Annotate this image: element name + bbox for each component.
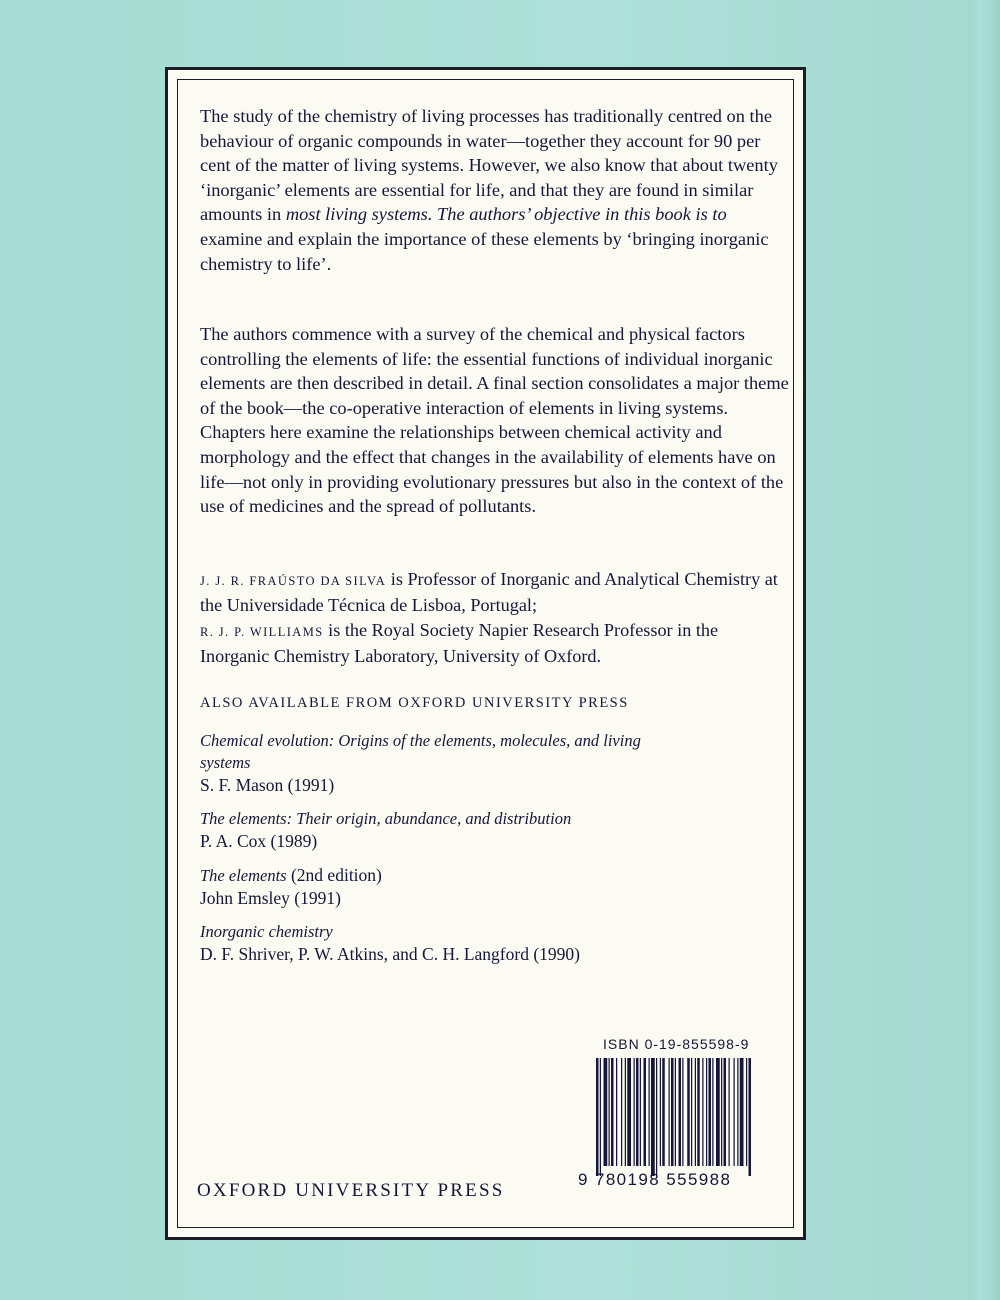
also-available-heading: ALSO AVAILABLE FROM OXFORD UNIVERSITY PRESS <box>200 695 629 711</box>
author-name: R. J. P. WILLIAMS <box>200 624 324 639</box>
barcode-bar <box>724 1058 727 1166</box>
barcode-bar <box>749 1058 752 1176</box>
barcode-bar <box>682 1058 683 1166</box>
isbn-label: ISBN 0-19-855598-9 <box>603 1036 750 1052</box>
blurb-text-1b: examine and explain the importance of these elements by ‘bringing inorganic chemistry to life’. <box>200 228 769 274</box>
book-entry <box>200 730 660 797</box>
book-entry <box>200 808 790 853</box>
book-list <box>200 730 790 966</box>
author-desc: is the Royal Society Napier Research Professor in the Inorganic Chemistry Laboratory, University of Oxford. <box>200 619 719 667</box>
barcode-bar <box>649 1058 650 1166</box>
book-title: The elements: Their origin, abundance, and distribution <box>200 809 572 828</box>
barcode-bar <box>640 1058 641 1166</box>
barcode-bar <box>687 1058 690 1166</box>
barcode-bar <box>616 1058 617 1166</box>
barcode-bar <box>706 1058 707 1166</box>
barcode-bar <box>636 1058 639 1166</box>
author-desc: is Professor of Inorganic and Analytical Chemistry at the Universidade Técnica de Lisboa, Portugal; <box>200 569 778 616</box>
author-bio-1 <box>200 567 790 618</box>
barcode-bar <box>644 1058 647 1166</box>
barcode-bar <box>716 1058 720 1166</box>
barcode-bar <box>627 1058 631 1166</box>
barcode-bar <box>651 1058 655 1176</box>
book-entry <box>200 864 790 910</box>
barcode-bar <box>600 1058 601 1176</box>
publisher-imprint: OXFORD UNIVERSITY PRESS <box>197 1180 505 1201</box>
barcode-bar <box>662 1058 665 1166</box>
barcode-bar <box>712 1058 713 1166</box>
blurb-text-2: The authors commence with a survey of the chemical and physical factors controlling the elements of life: the essential functions of individual inorganic elements are then described in detail. A final section consolidates a major theme of the book—the co-operative interaction of elements in living systems. Chapters here examine the relationships between chemical activity and morphology and the effect that changes in the availability of elements have on life—not only in providing evolutionary pressures but also in the context of the use of medicines and the spread of pollutants. <box>200 324 789 517</box>
barcode-bar <box>611 1058 614 1166</box>
spine-edge <box>968 0 1000 1300</box>
book-title: Inorganic chemistry <box>200 922 333 941</box>
author-name: J. J. R. FRAÚSTO DA SILVA <box>200 574 387 588</box>
book-author: D. F. Shriver, P. W. Atkins, and C. H. Langford (1990) <box>200 944 580 964</box>
barcode-bar <box>691 1058 692 1166</box>
blurb-paragraph-1 <box>200 104 790 276</box>
barcode-bar <box>737 1058 738 1166</box>
book-author: P. A. Cox (1989) <box>200 831 318 851</box>
barcode-bar <box>729 1058 730 1166</box>
barcode-bar <box>697 1058 700 1166</box>
barcode-bar <box>746 1058 747 1166</box>
author-bios <box>200 567 790 669</box>
book-entry <box>200 921 790 966</box>
barcode-bar <box>675 1058 676 1166</box>
barcode-bar <box>656 1058 657 1176</box>
barcode-bar <box>721 1058 722 1166</box>
barcode-bar <box>609 1058 610 1166</box>
barcode-bar <box>734 1058 735 1166</box>
barcode-bar <box>604 1058 608 1166</box>
blurb-text-1a: The study of the chemistry of living processes has traditionally centred on the behaviour of organic compounds in water—together they account for 90 per cent of the matter of living systems. However, we also know that about twenty ‘inorganic’ elements are essential for life, and that they are found in similar amounts in <box>200 106 778 225</box>
ean-number: 9 780198 555988 <box>578 1170 732 1189</box>
barcode-bar <box>679 1058 682 1166</box>
barcode-bar <box>671 1058 674 1166</box>
book-title: The elements <box>200 866 287 885</box>
barcode-bar <box>702 1058 703 1166</box>
barcode-bar <box>660 1058 661 1166</box>
barcode-bar <box>596 1058 599 1176</box>
barcode-bar <box>625 1058 626 1166</box>
blurb-paragraph-2 <box>200 322 790 519</box>
barcode <box>594 1058 756 1176</box>
blurb-text-1-italic: most living systems. The authors’ objective in this book is to <box>285 204 727 225</box>
barcode-bar <box>695 1058 696 1166</box>
book-edition: (2nd edition) <box>286 865 382 885</box>
book-author: John Emsley (1991) <box>200 888 341 908</box>
book-title: Chemical evolution: Origins of the elements, molecules, and living systems <box>200 731 641 772</box>
book-author: S. F. Mason (1991) <box>200 775 335 795</box>
author-bio-2 <box>200 618 790 669</box>
barcode-bar <box>621 1058 622 1166</box>
barcode-bar <box>669 1058 670 1166</box>
barcode-bar <box>634 1058 635 1166</box>
barcode-bar <box>709 1058 712 1166</box>
barcode-bar <box>740 1058 744 1166</box>
